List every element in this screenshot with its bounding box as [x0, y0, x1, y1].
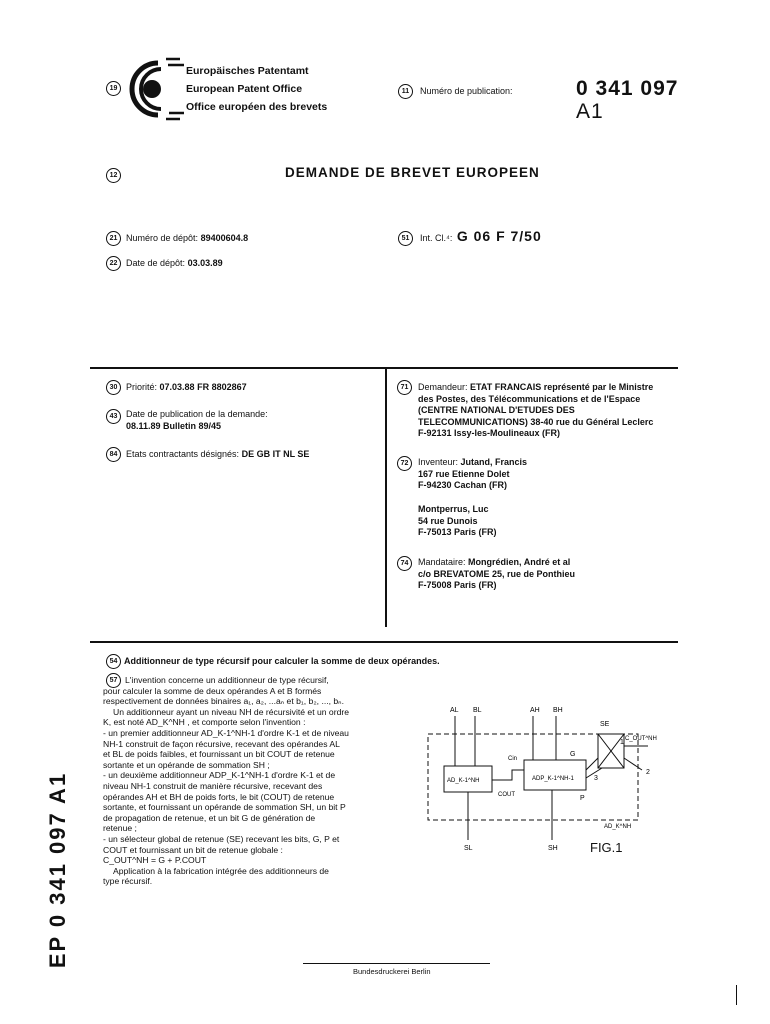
sidebar-text: EP 0 341 097 A1: [45, 771, 70, 969]
fig-label-sl: SL: [464, 845, 473, 852]
fig-label-p: P: [580, 795, 585, 802]
abstract-line: - un sélecteur global de retenue (SE) recevant les bits, G, P et: [103, 833, 340, 844]
applicant-line: des Postes, des Télécommunications et de l'Espace: [418, 393, 641, 404]
inid-code: 22: [106, 256, 121, 271]
applicant-label: Demandeur:: [418, 382, 468, 392]
inventor-line: Jutand, Francis: [460, 457, 528, 467]
inventor-2: [418, 504, 497, 539]
inid-code: 11: [398, 84, 413, 99]
fig-label-adp: ADP_K-1^NH-1: [532, 776, 574, 782]
office-name-en: European Patent Office: [186, 83, 303, 95]
filing-date-value: 03.03.89: [187, 258, 223, 268]
abstract-line: L'invention concerne un additionneur de type récursif,: [125, 675, 329, 685]
inventor-line: Montperrus, Luc: [418, 504, 489, 514]
figure-caption: FIG.1: [590, 840, 623, 855]
fig-label-al: AL: [450, 707, 459, 714]
fig-label-bh: BH: [553, 707, 563, 714]
int-class: [420, 228, 542, 246]
inventor-line: F-75013 Paris (FR): [418, 527, 497, 537]
inid-code: 71: [397, 380, 412, 395]
int-class-label: Int. Cl.⁴:: [420, 233, 453, 243]
margin-mark: [736, 985, 737, 1005]
fig-label-3: 3: [594, 775, 598, 782]
fig-label-ad: AD_K-1^NH: [447, 778, 480, 784]
applicant-line: TELECOMMUNICATIONS) 38-40 rue du Général Leclerc: [418, 416, 654, 427]
fig-label-1: 1: [620, 739, 624, 746]
inid-code: 74: [397, 556, 412, 571]
abstract: [103, 675, 387, 887]
abstract-line: C_OUT^NH = G + P.COUT: [103, 855, 207, 866]
applicant-line: ETAT FRANCAIS représenté par le Ministre: [470, 382, 654, 392]
fig-label-se: SE: [600, 721, 610, 728]
printer-name: Bundesdruckerei Berlin: [353, 967, 431, 976]
filing-number: [126, 233, 248, 243]
inid-code: 72: [397, 456, 412, 471]
priority-value: 07.03.88 FR 8802867: [159, 382, 247, 392]
office-name-de: Europäisches Patentamt: [186, 65, 309, 77]
inid-code: 43: [106, 409, 121, 424]
agent-label: Mandataire:: [418, 557, 466, 567]
epo-logo-icon: [128, 55, 186, 123]
fig-label-cin: Cin: [508, 756, 518, 762]
applicant-line: (CENTRE NATIONAL D'ETUDES DES: [418, 405, 575, 415]
abstract-line: sortante, et fournissant un opérande de sommation SH, un bit P: [103, 802, 346, 813]
abstract-line: niveau NH-1 construit de manière récursive, recevant des: [103, 780, 323, 791]
inid-code: 54: [106, 654, 121, 669]
abstract-line: opérandes AH et BH de poids forts, le bit (COUT) de retenue: [103, 791, 335, 802]
fig-label-cout-nh: C_OUT^NH: [625, 736, 657, 742]
priority-label: Priorité:: [126, 382, 158, 392]
applicant: [418, 382, 683, 440]
invention-title: Additionneur de type récursif pour calculer la somme de deux opérandes.: [124, 656, 440, 666]
priority: [126, 382, 247, 392]
fig-label-sh: SH: [548, 845, 558, 852]
abstract-line: COUT et fournissant un bit de retenue globale :: [103, 844, 283, 855]
publication-date-value: 08.11.89 Bulletin 89/45: [126, 420, 222, 431]
abstract-line: respectivement de données binaires a₁, a₂, ...aₙ et b₁, b₂, ..., bₙ.: [103, 696, 344, 707]
filing-date: [126, 258, 223, 268]
divider-bottom: [90, 641, 678, 643]
abstract-line: - un deuxième additionneur ADP_K-1^NH-1 d'ordre K-1 et de: [103, 770, 336, 781]
office-name-fr: Office européen des brevets: [186, 101, 328, 113]
publication-date: [126, 409, 268, 432]
office-names: [186, 62, 327, 116]
inid-code: 57: [106, 673, 121, 688]
inventor-1: [418, 457, 527, 492]
filing-date-label: Date de dépôt:: [126, 258, 186, 268]
fig-label-2: 2: [646, 769, 650, 776]
document-title: DEMANDE DE BREVET EUROPEEN: [285, 165, 540, 180]
fig-label-adk: AD_K^NH: [604, 824, 632, 830]
agent-line: F-75008 Paris (FR): [418, 580, 497, 590]
abstract-line: - un premier additionneur AD_K-1^NH-1 d'ordre K-1 et de niveau: [103, 727, 349, 738]
divider-vertical: [385, 367, 387, 627]
inid-code-19: 19: [106, 81, 121, 96]
adder-high-box: [524, 760, 586, 790]
abstract-line: type récursif.: [103, 876, 153, 887]
abstract-line: NH-1 construit de façon récursive, recevant des opérandes AL: [103, 738, 340, 749]
inid-code: 21: [106, 231, 121, 246]
filing-number-value: 89400604.8: [200, 233, 249, 243]
abstract-line: K, est noté AD_K^NH , et comporte selon l'invention :: [103, 717, 306, 728]
publication-date-label: Date de publication de la demande:: [126, 409, 268, 419]
inid-code: 12: [106, 168, 121, 183]
inid-code: 30: [106, 380, 121, 395]
fig-label-cout: COUT: [498, 792, 515, 798]
abstract-line: et BL de poids faibles, et fournissant un bit COUT de retenue: [103, 749, 335, 760]
sidebar-publication-number: [38, 771, 78, 969]
designated-states-label: Etats contractants désignés:: [126, 449, 240, 459]
divider-top: [90, 367, 678, 369]
filing-number-label: Numéro de dépôt:: [126, 233, 199, 243]
publication-kind: A1: [576, 100, 604, 123]
abstract-line: de propagation de retenue, et un bit G de génération de: [103, 812, 316, 823]
inventor-line: 167 rue Etienne Dolet: [418, 468, 510, 479]
agent-line: Mongrédien, André et al: [468, 557, 571, 567]
agent: [418, 557, 575, 592]
inid-code: 51: [398, 231, 413, 246]
abstract-line: retenue ;: [103, 823, 137, 834]
abstract-line: Application à la fabrication intégrée des additionneurs de: [113, 865, 329, 876]
circuit-diagram: [420, 700, 660, 860]
agent-line: c/o BREVATOME 25, rue de Ponthieu: [418, 568, 576, 579]
abstract-line: sortante et un opérande de sommation SH ;: [103, 759, 270, 770]
inventor-line: 54 rue Dunois: [418, 515, 478, 526]
publication-number: 0 341 097: [576, 77, 679, 100]
inventor-label: Inventeur:: [418, 457, 459, 467]
abstract-line: Un additionneur ayant un niveau NH de récursivité et un ordre: [113, 706, 349, 717]
designated-states-value: DE GB IT NL SE: [241, 449, 310, 459]
abstract-line: pour calculer la somme de deux opérandes A et B formés: [103, 685, 322, 696]
int-class-value: G 06 F 7/50: [456, 228, 542, 244]
publication-number-label: Numéro de publication:: [420, 86, 513, 96]
fig-label-g: G: [570, 751, 576, 758]
fig-label-bl: BL: [473, 707, 482, 714]
fig-label-ah: AH: [530, 707, 540, 714]
designated-states: [126, 449, 309, 459]
applicant-line: F-92131 Issy-les-Moulineaux (FR): [418, 428, 561, 438]
inid-code: 84: [106, 447, 121, 462]
footer-rule: [303, 963, 490, 964]
inventor-line: F-94230 Cachan (FR): [418, 480, 508, 490]
